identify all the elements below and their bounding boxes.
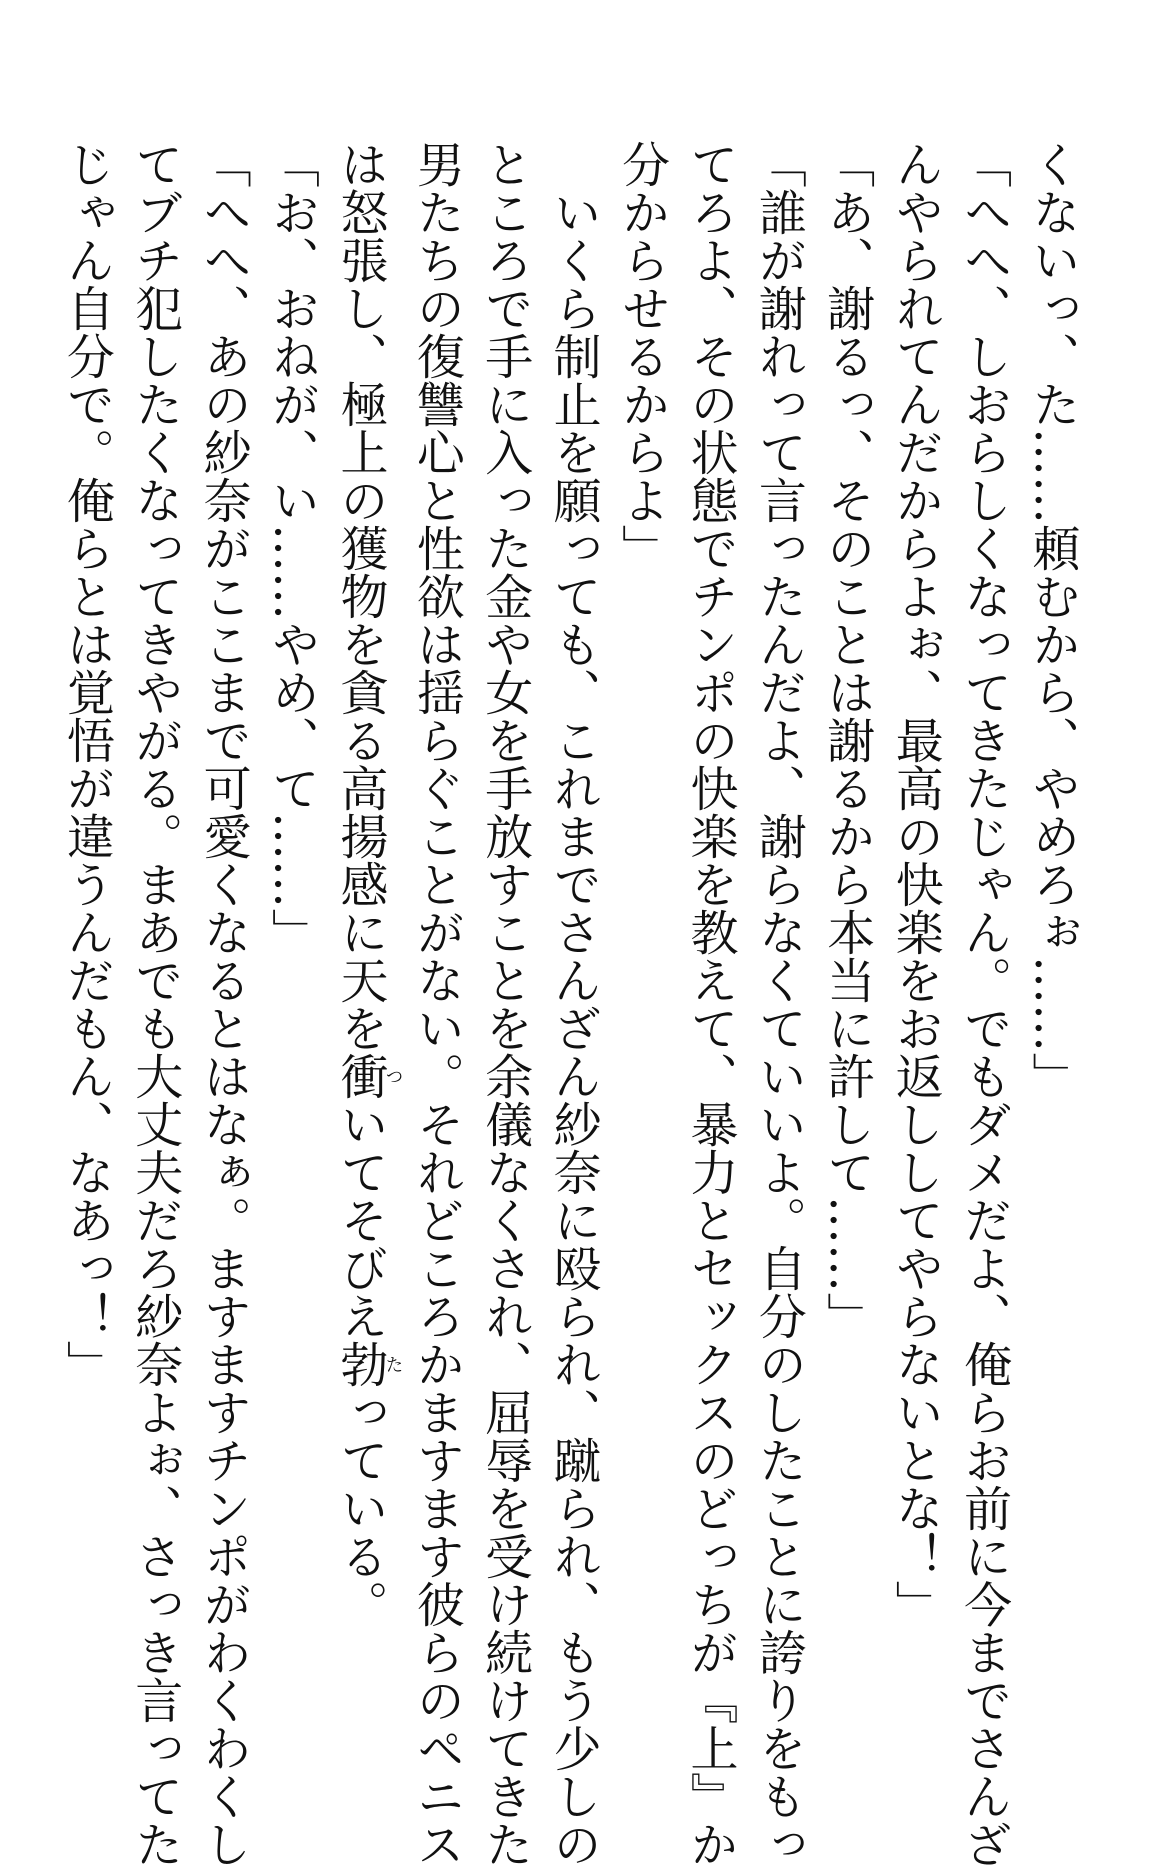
- text-line: 「あ、謝るっ、そのことは謝るから本当に許して……」: [818, 140, 875, 1340]
- ruby-annotation: [331, 1340, 404, 1388]
- text-line: てブチ犯したくなってきやがる。まあでも大丈夫だろ紗奈よぉ、さっき言ってた: [126, 140, 183, 1868]
- text-line: 「へへ、しおらしくなってきたじゃん。でもダメだよ、俺らお前に今までさんざ: [955, 140, 1012, 1868]
- text-line: 「へへ、あの紗奈がここまで可愛くなるとはなぁ。ますますチンポがわくわくし: [195, 140, 252, 1868]
- text-line: いくら制止を願っても、これまでさんざん紗奈に殴られ、蹴られ、もう少しの: [545, 140, 602, 1868]
- ruby-reading: た: [382, 1340, 404, 1388]
- text-line: ところで手に入った金や女を手放すことを余儀なくされ、屈辱を受け続けてきた: [476, 140, 533, 1868]
- ruby-annotation: [331, 1052, 404, 1100]
- text-line: じゃん自分で。俺らとは覚悟が違うんだもん、なあっ！」: [58, 140, 115, 1388]
- text-line: 「お、おねが、い……やめ、て……」: [263, 140, 320, 956]
- line-segment: いてそびえ: [331, 1100, 388, 1340]
- text-line: 「誰が謝れって言ったんだよ、謝らなくていいよ。自分のしたことに誇りをもっ: [750, 140, 807, 1868]
- text-line-with-ruby: [326, 140, 404, 1628]
- text-line: んやられてんだからよぉ、最高の快楽をお返ししてやらないとな！」: [887, 140, 944, 1628]
- ruby-base: 勃: [331, 1340, 388, 1388]
- ruby-base: 衝: [331, 1052, 388, 1100]
- text-line: 分からせるからよ」: [613, 140, 670, 572]
- ruby-reading: つ: [382, 1052, 404, 1100]
- line-segment: は怒張し、極上の獲物を貪る高揚感に天を: [331, 140, 388, 1052]
- text-line: 男たちの復讐心と性欲は揺らぐことがない。それどころかますます彼らのペニス: [408, 140, 465, 1868]
- text-line: てろよ、その状態でチンポの快楽を教えて、暴力とセックスのどっちが『上』か: [681, 140, 738, 1868]
- line-segment: っている。: [331, 1388, 388, 1628]
- vertical-text-block: [58, 140, 1086, 1868]
- text-line: くないっ、た……頼むから、やめろぉ……」: [1024, 140, 1080, 1100]
